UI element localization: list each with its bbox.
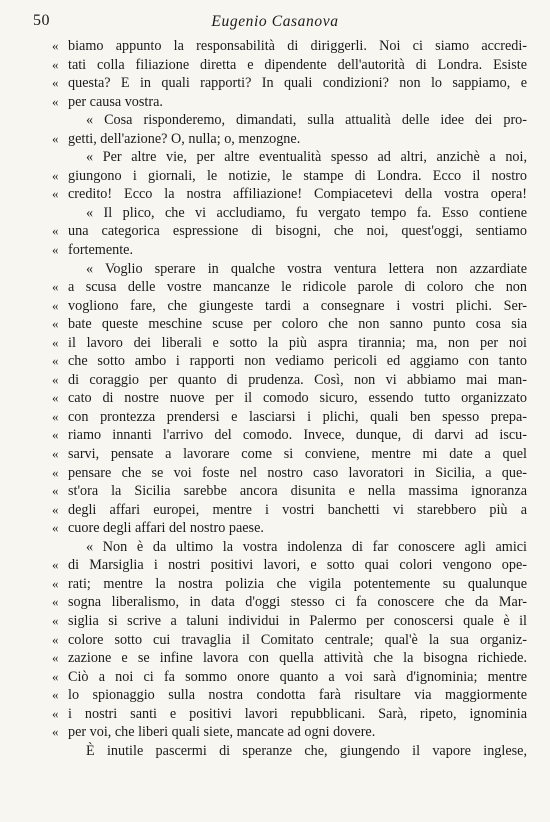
text-line [0, 649, 550, 668]
text-line [0, 278, 550, 297]
text-line [0, 389, 550, 408]
text-line [0, 723, 550, 742]
body-text [0, 37, 550, 760]
quote-mark: « [52, 446, 59, 462]
quote-mark: « [52, 687, 59, 703]
quote-mark: « [52, 650, 59, 666]
line-text: cato di nostre nuove per il comodo sicuro, essendo tutto organizzato [68, 390, 527, 407]
text-line [0, 445, 550, 464]
quote-mark: « [52, 242, 59, 258]
line-text: i nostri santi e positivi lavori repubblicani. Sarà, ripeto, ignominia [68, 705, 527, 722]
text-line [0, 408, 550, 427]
quote-mark: « [52, 167, 59, 183]
line-text: sogna liberalismo, in data d'oggi stesso ci fa conoscere che da Mar- [68, 594, 527, 611]
line-text: bate queste meschine scuse per coloro che non sanno punto cosa sia [68, 316, 527, 333]
line-text: sarvi, pensate a lavorare come si conviene, mentre mi date a quel [68, 446, 527, 463]
quote-mark: « [52, 186, 59, 202]
quote-mark: « [52, 427, 59, 443]
line-text: giungono i giornali, le notizie, le stampe di Londra. Ecco il nostro [68, 167, 527, 184]
page-number: 50 [33, 12, 50, 29]
line-text: riamo innanti l'arrivo del comodo. Invece, dunque, di darvi ad iscu- [68, 427, 527, 444]
quote-mark: « [52, 297, 59, 313]
text-line [0, 686, 550, 705]
quote-mark: « [52, 520, 59, 536]
text-line [0, 93, 550, 112]
text-line [0, 556, 550, 575]
text-line [0, 612, 550, 631]
line-text: « Voglio sperare in qualche vostra ventura lettera non azzardiate [86, 260, 527, 277]
line-text: È inutile pascermi di speranze che, giungendo il vapore inglese, [86, 742, 527, 759]
quote-mark: « [52, 594, 59, 610]
quote-mark: « [52, 557, 59, 573]
line-text: per causa vostra. [68, 93, 163, 110]
line-text: siglia si scrive a taluni individui in Palermo per conoscersi quale è il [68, 612, 527, 629]
line-text: lo spionaggio sulla nostra condotta farà risultare via maggiormente [68, 687, 527, 704]
line-text: che sotto ambo i rapporti non vediamo pericoli ed aggiamo con tanto [68, 353, 527, 370]
line-text: biamo appunto la responsabilità di diriggerli. Noi ci siamo accredi- [68, 38, 527, 54]
text-line [0, 148, 550, 167]
line-text: tati colla filiazione diretta e dipendente dell'autorità di Londra. Esiste [68, 56, 527, 73]
line-text: cuore degli affari del nostro paese. [68, 520, 264, 537]
line-text: fortemente. [68, 242, 133, 259]
text-line [0, 464, 550, 483]
running-head: Eugenio Casanova [211, 13, 339, 30]
text-line [0, 222, 550, 241]
quote-mark: « [52, 130, 59, 146]
text-line [0, 575, 550, 594]
text-line [0, 185, 550, 204]
line-text: a scusa delle vostre mancanze le ridicole parole di coloro che non [68, 279, 527, 296]
text-line [0, 297, 550, 316]
text-line [0, 315, 550, 334]
text-line [0, 482, 550, 501]
quote-mark: « [52, 223, 59, 239]
line-text: credito! Ecco la nostra affiliazione! Compiacetevi della vostra opera! [68, 186, 527, 203]
text-line [0, 538, 550, 557]
quote-mark: « [52, 93, 59, 109]
text-line [0, 260, 550, 279]
quote-mark: « [52, 668, 59, 684]
line-text: « Per altre vie, per altre eventualità spesso ad altri, anzichè a noi, [86, 149, 527, 166]
quote-mark: « [52, 483, 59, 499]
text-line [0, 426, 550, 445]
text-line [0, 74, 550, 93]
quote-mark: « [52, 408, 59, 424]
line-text: Ciò a noi ci fa sommo onore quanto a voi sarà d'ignominia; mentre [68, 668, 527, 685]
line-text: « Cosa risponderemo, dimandati, sulla attualità delle idee dei pro- [86, 112, 527, 129]
line-text: per voi, che liberi quali siete, mancate ad ogni dovere. [68, 724, 376, 741]
quote-mark: « [52, 631, 59, 647]
text-line [0, 352, 550, 371]
quote-mark: « [52, 575, 59, 591]
line-text: colore sotto cui travaglia il Comitato centrale; qual'è la sua organiz- [68, 631, 527, 648]
quote-mark: « [52, 316, 59, 332]
line-text: pensare che se voi foste nel nostro caso lavoratori in Sicilia, a que- [68, 464, 527, 481]
text-line [0, 742, 550, 761]
text-line [0, 37, 550, 56]
quote-mark: « [52, 75, 59, 91]
text-line [0, 371, 550, 390]
line-text: getti, dell'azione? O, nulla; o, menzogne. [68, 130, 301, 147]
line-text: una categorica espressione di bisogni, che noi, quest'oggi, sentiamo [68, 223, 527, 240]
quote-mark: « [52, 279, 59, 295]
line-text: questa? E in quali rapporti? In quali condizioni? non lo sappiamo, e [68, 75, 527, 92]
quote-mark: « [52, 501, 59, 517]
line-text: di Marsiglia i nostri positivi lavori, e sotto quai colori vengono ope- [68, 557, 527, 574]
text-line [0, 501, 550, 520]
text-line [0, 668, 550, 687]
quote-mark: « [52, 371, 59, 387]
text-line [0, 241, 550, 260]
line-text: « Non è da ultimo la vostra indolenza di far conoscere agli amici [86, 538, 527, 555]
text-line [0, 204, 550, 223]
text-line [0, 130, 550, 149]
quote-mark: « [52, 334, 59, 350]
line-text: « Il plico, che vi accludiamo, fu vergato tempo fa. Esso contiene [86, 204, 527, 221]
text-line [0, 111, 550, 130]
text-line [0, 334, 550, 353]
quote-mark: « [52, 612, 59, 628]
line-text: con prontezza prendersi e lasciarsi i plichi, quali ben spesso prepa- [68, 408, 527, 425]
text-line [0, 593, 550, 612]
text-line [0, 519, 550, 538]
line-text: rati; mentre la nostra polizia che vigila potentemente su qualunque [68, 575, 527, 592]
line-text: il lavoro dei liberali e sotto la più aspra tirannia; ma, non per noi [68, 334, 527, 351]
quote-mark: « [52, 464, 59, 480]
quote-mark: « [52, 56, 59, 72]
text-line [0, 56, 550, 75]
text-line [0, 167, 550, 186]
text-line [0, 631, 550, 650]
page-header [0, 10, 550, 36]
line-text: di coraggio per quanto di prudenza. Così, non vi abbiamo mai man- [68, 371, 527, 388]
quote-mark: « [52, 390, 59, 406]
text-line [0, 705, 550, 724]
quote-mark: « [52, 38, 59, 53]
line-text: degli affari europei, mentre i vostri banchetti vi starebbero più a [68, 501, 527, 518]
quote-mark: « [52, 724, 59, 740]
line-text: zazione e se infine lavora con quella attività che la bisogna richiede. [68, 650, 527, 667]
line-text: st'ora la Sicilia sarebbe ancora disunita e nella massima ignoranza [68, 483, 527, 500]
line-text: vogliono fare, che giungeste tardi a consegnare i vostri plichi. Ser- [68, 297, 527, 314]
quote-mark: « [52, 353, 59, 369]
quote-mark: « [52, 705, 59, 721]
